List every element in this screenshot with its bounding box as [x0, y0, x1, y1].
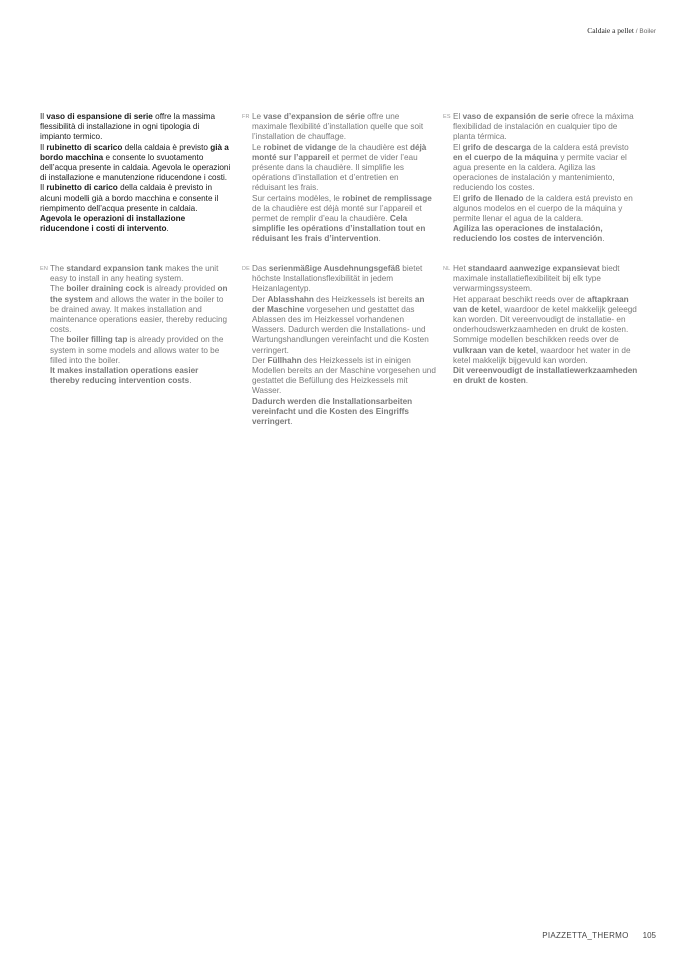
- paragraph: The standard expansion tank makes the unit easy to install in any heating system.: [50, 264, 219, 284]
- paragraph: Het apparaat beschikt reeds over de aftapkraan van de ketel, waardoor de ketel makkelijk geleegd kan worden. Dit vereenvoudigt de installatie- en onderhoudswerkzaamheden en drukt de kosten.: [453, 294, 637, 335]
- lang-tag-en: EN: [40, 266, 49, 272]
- paragraph: Das serienmäßige Ausdehnungsgefäß bietet höchste Installationsflexibilität in jedem Heizanlagentyp.: [252, 264, 423, 294]
- page-number: 105: [642, 931, 656, 940]
- lang-tag-de: DE: [242, 266, 251, 272]
- paragraph: The boiler filling tap is already provided on the system in some models and allows water to be filled into the boiler.: [50, 335, 224, 365]
- paragraph: It makes installation operations easier thereby reducing intervention costs.: [50, 366, 199, 386]
- text-block-de: [252, 264, 436, 427]
- header-section: Caldaie a pellet: [587, 26, 634, 35]
- paragraph: Il rubinetto di carico della caldaia è previsto in alcuni modelli già a bordo macchina e consente il riempimento dell’acqua presente in caldaia.: [40, 183, 219, 213]
- paragraph: Il rubinetto di scarico della caldaia è previsto già a bordo macchina e consente lo svuotamento dell’acqua presente in caldaia. Agevola le operazioni di installazione e manutenzione riducendone i costi.: [40, 142, 231, 183]
- header-subsection: Boiler: [639, 28, 656, 35]
- page-header: [587, 26, 656, 35]
- text-block-en: [50, 264, 230, 386]
- paragraph: Agevola le operazioni di installazione riducendone i costi di intervento.: [40, 214, 186, 234]
- paragraph: Agiliza las operaciones de instalación, reduciendo los costes de intervención.: [453, 224, 605, 244]
- paragraph: Le robinet de vidange de la chaudière est déjà monté sur l’appareil et permet de vider l’eau présente dans la chaudière. Il simplifie les opérations d’installation et d’entretien en réduisant les frais.: [252, 142, 427, 193]
- paragraph: Dit vereenvoudigt de installatiewerkzaamheden en drukt de kosten.: [453, 366, 638, 386]
- lang-tag-nl: NL: [443, 266, 451, 272]
- paragraph: Dadurch werden die Installationsarbeiten vereinfacht und die Kosten des Eingriffs verringert.: [252, 396, 413, 427]
- lang-tag-fr: FR: [242, 114, 250, 120]
- paragraph: Der Ablasshahn des Heizkessels ist bereits an der Maschine vorgesehen und gestattet das Ablassen des im Heizkessel vorhandenen Wassers. Dadurch werden die Installations- und Wartungshandlungen vereinfacht und die Kosten verringert.: [252, 294, 429, 355]
- paragraph: Sur certains modèles, le robinet de remplissage de la chaudière est déjà monté sur l’appareil et permet de remplir d’eau la chaudière. Cela simplifie les opérations d’installation tout en réduisant les frais d’intervention.: [252, 193, 432, 244]
- header-separator: /: [633, 28, 640, 35]
- page-footer: [542, 931, 656, 940]
- paragraph: Le vase d’expansion de série offre une maximale flexibilité d’installation quelle que soit l’installation de chauffage.: [252, 112, 424, 142]
- paragraph: Het standaard aanwezige expansievat biedt maximale installatieflexibiliteit bij elk type verwarmingssysteem.: [453, 264, 620, 294]
- paragraph: Sommige modellen beschikken reeds over de vulkraan van de ketel, waardoor het water in de ketel makkelijk bijgevuld kan worden.: [453, 335, 631, 365]
- paragraph: El grifo de descarga de la caldera está previsto en el cuerpo de la máquina y permite vaciar el agua presente en la caldera. Agiliza las operaciones de instalación y mantenimiento, reduciendo los costes.: [453, 142, 629, 193]
- text-block-es: [453, 112, 639, 245]
- paragraph: El grifo de llenado de la caldera está previsto en algunos modelos en el cuerpo de la máquina y permite llenar el agua de la caldera.: [453, 193, 633, 224]
- text-block-nl: [453, 264, 639, 386]
- text-block-it: [40, 112, 232, 234]
- lang-tag-es: ES: [443, 114, 451, 120]
- brand-name: PIAZZETTA_THERMO: [542, 931, 629, 940]
- paragraph: Der Füllhahn des Heizkessels ist in einigen Modellen bereits an der Maschine vorgesehen und gestattet die Befüllung des Heizkessels mit Wasser.: [252, 355, 436, 396]
- paragraph: El vaso de expansión de serie ofrece la máxima flexibilidad de instalación en cualquier tipo de planta térmica.: [453, 112, 634, 142]
- paragraph: The boiler draining cock is already provided on the system and allows the water in the boiler to be drained away. It makes installation and maintenance operations easier, thereby reducing costs.: [50, 284, 228, 335]
- paragraph: Il vaso di espansione di serie offre la massima flessibilità di installazione in ogni tipologia di impianto termico.: [40, 112, 216, 142]
- text-block-fr: [252, 112, 432, 245]
